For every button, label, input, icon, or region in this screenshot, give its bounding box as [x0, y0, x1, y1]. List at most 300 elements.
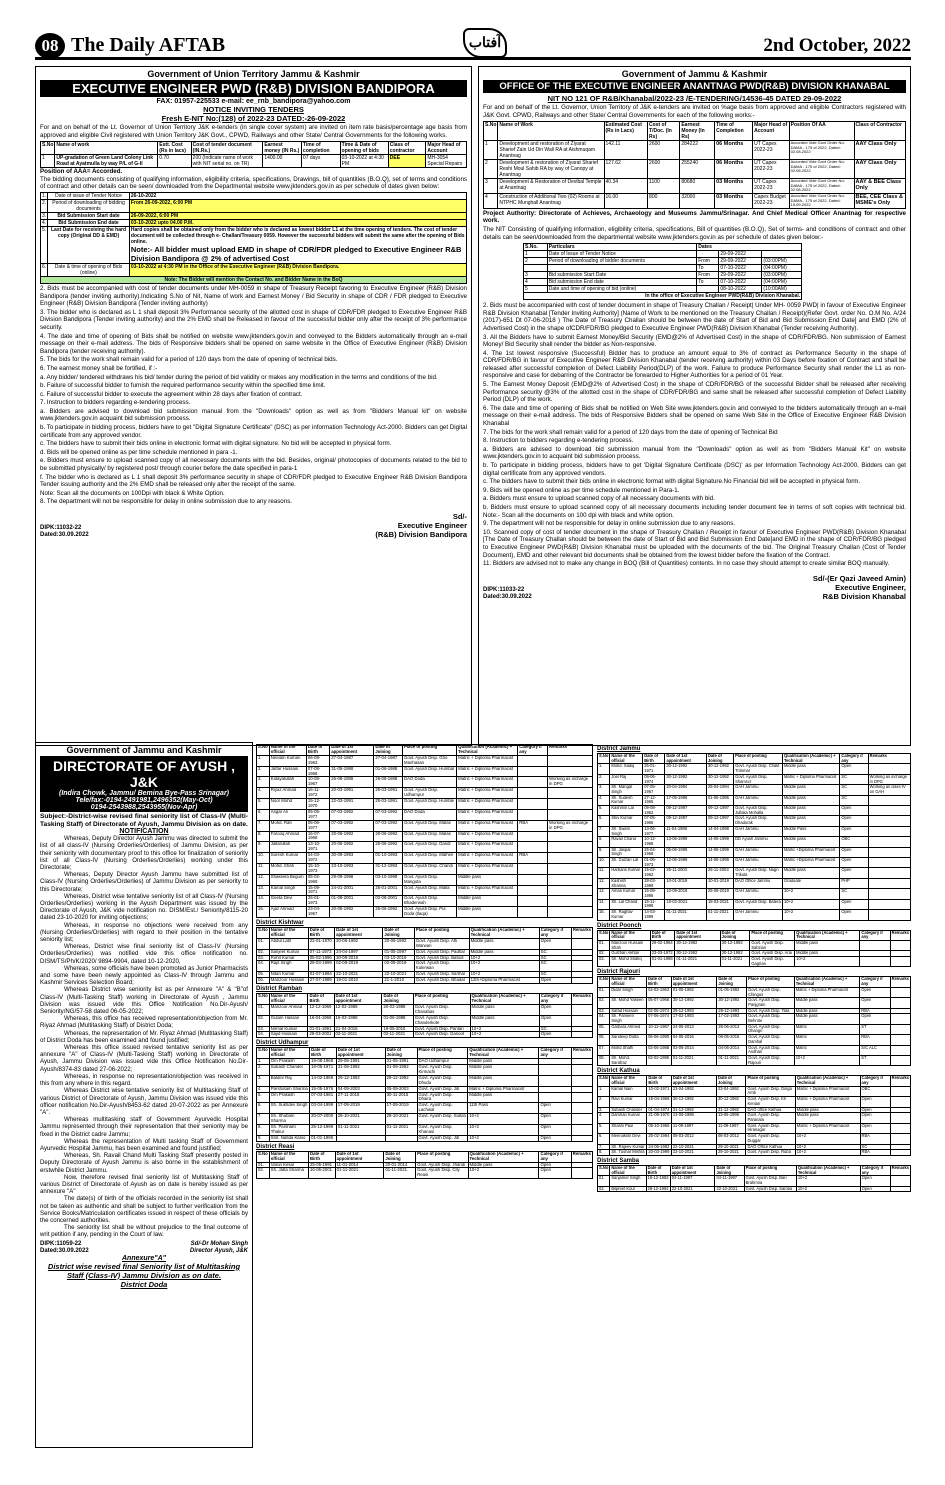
paragraph: c. The bidders have to submit their bids online in electronic format with digital Signature.No Financial bid will be accepted in physical form.	[483, 478, 861, 486]
table-header-cell: Earnest money (IN Rs.)	[263, 142, 302, 155]
table-cell: 10.	[598, 858, 610, 868]
table-cell: Matric + Diploma Pharmacist	[457, 766, 518, 777]
table-cell: 11-09-1997	[716, 1123, 745, 1133]
table-cell: 29-12-1993	[671, 1008, 717, 1014]
table-cell: RBA	[518, 853, 548, 864]
table-cell: Govt. Ayush Disp. Malheri	[403, 853, 457, 864]
table-cell: 25-02-1994	[647, 1134, 671, 1144]
seniority-table	[597, 1075, 911, 1156]
ayush-notification	[35, 742, 253, 1448]
table-cell	[548, 853, 593, 864]
table-cell: 4.	[42, 219, 47, 226]
table-row	[524, 265, 802, 272]
table-header-cell: S.No	[257, 994, 270, 1005]
table-cell: Matric + Diploma Pharmacist	[457, 885, 518, 896]
table-header-cell: Remarks	[571, 1048, 592, 1059]
table-cell: DAO Office Jammu	[734, 878, 783, 888]
table-cell: 13-06-1998	[671, 1113, 716, 1123]
paragraph: Whereas the representation of Multi tasking Staff of Government Ayurvedic Hospital Jammu, has been examined and found justified;	[40, 1137, 248, 1152]
table-cell: 09-12-1997	[665, 806, 707, 816]
table-header-cell: Date of 1st appointment	[335, 1151, 384, 1162]
table-header-row	[257, 928, 593, 939]
table-cell: PHP	[840, 878, 868, 888]
paragraph: The seniority list shall be without prejudice to the final outcome of writ petition if any, pending in the Court of law.	[40, 1224, 248, 1239]
table-cell: Govt. Ayush Disp. Sabzian	[750, 940, 795, 950]
table-cell: 14-06-1999	[706, 837, 733, 847]
table-header-cell: Place of posting	[744, 1165, 796, 1175]
tel-line-1: Tele/fax:-0194-2491981,2496352(May-Oct)	[40, 797, 248, 804]
table-cell: 13-06-1977	[643, 826, 665, 836]
table-cell: Parshotam Sharma	[270, 1085, 308, 1091]
table-cell: Open	[539, 1004, 571, 1015]
table-header-cell: Estimated Cost (Rs in Lacs)	[604, 122, 648, 141]
table-cell: 30-11-2015	[385, 1092, 417, 1103]
address-line: (Indira Chowk, Jammu/ Bemina Bye-Pass Srinagar)	[40, 790, 248, 797]
table-cell: Bid Submission End date	[48, 219, 130, 226]
table-cell: 23-04-1967	[306, 907, 329, 918]
table-cell: SC	[840, 785, 868, 795]
table-cell: 22-10-2021	[715, 1186, 744, 1192]
table-cell: 23-04-1992	[671, 1086, 716, 1096]
table-cell	[868, 826, 910, 836]
table-cell: Kashish Sharma	[610, 878, 643, 888]
table-cell: Govt. Ayush Disp. Batoot	[414, 955, 469, 961]
table-cell: Govt. Ayush Disp. Paranala	[746, 1113, 795, 1123]
table-header-cell: S.No	[484, 122, 498, 141]
table-header-cell: Date of 1st appointment	[665, 754, 707, 764]
table-row	[257, 788, 593, 799]
table-cell	[518, 907, 548, 918]
table-cell: 07-10-2022	[719, 265, 762, 272]
paragraph: Note: Scan all the documents on 100Dpi with black & White Option.	[40, 489, 225, 497]
table-cell: Harbans Kumar	[610, 868, 643, 878]
table-cell	[524, 265, 548, 272]
table-row	[524, 279, 802, 286]
table-cell: Om Prakash	[269, 1092, 309, 1103]
table-cell	[868, 878, 910, 888]
paragraph: f. The bidder who is declared as L 1 shall deposit 3% performance security in shape of CDR/FDR pledged to Executive Engineer R&B Division Bandipora Tender issuing authority and the 2% EMD shall be released only after the receipt of the same.	[40, 473, 467, 489]
signature-sd: Sd/-	[452, 512, 467, 521]
table-cell: Ajaz Ahmad	[269, 907, 306, 918]
table-header-cell: Remarks	[890, 1165, 910, 1175]
paragraph: Whereas, some officials have been promoted as Junior Pharmacists and some have been newly appointed as Class-IV through Jammu and Kashmir Services Selection Board;	[40, 964, 248, 987]
table-cell: SC	[860, 1144, 890, 1150]
table-header-cell: Category if any	[840, 754, 868, 764]
table-header-cell: Remarks	[571, 994, 592, 1005]
table-cell: 02-09-2019	[383, 961, 415, 972]
table-cell: 10-01-2019	[706, 878, 733, 888]
table-cell: 25-09-2019	[706, 889, 733, 899]
table-cell: Development & Restoration of Devibal Temple at Anantnag	[498, 179, 604, 194]
table-cell: 14-06-1999	[706, 847, 733, 857]
table-header-cell: Date of Joining	[384, 1151, 416, 1162]
table-row	[598, 1045, 911, 1055]
table-cell: 14-03-1999	[643, 910, 665, 920]
table-row	[524, 272, 802, 279]
table-row	[598, 816, 911, 826]
table-row	[257, 961, 593, 972]
table-cell	[890, 998, 910, 1008]
table-cell: 4.	[598, 795, 610, 805]
table-cell: RBA	[860, 1134, 890, 1144]
table-header-row	[257, 745, 593, 756]
table-cell: 05.	[257, 972, 270, 978]
table-header-cell: Name of the official	[610, 977, 647, 987]
table-cell: Govt. Ayush Disp. Tata	[747, 1008, 795, 1014]
table-cell	[548, 907, 593, 918]
table-cell: 30-12-1992	[675, 940, 720, 950]
table-cell: Middle pass	[795, 1107, 860, 1113]
district-title: District Udhampur	[256, 1040, 309, 1047]
table-header-row	[598, 754, 911, 764]
table-row	[257, 777, 593, 788]
table-cell: Middle pass	[468, 1162, 539, 1168]
table-header-cell: Date of Joining	[382, 994, 413, 1005]
table-cell: 28-12-1992	[647, 1185, 669, 1191]
table-cell: 27-04-1987	[330, 755, 374, 766]
signature-name: Sd/-Dr Mohan Singh	[190, 1240, 248, 1247]
table-cell: 05.	[598, 1024, 610, 1034]
paragraph: 3. The bidder who is declared as L 1 shall deposit 3% Performance security of the allotted cost in shape of CDR/FDR pledged to Executive Engineer R&B Division Bandipora (Tender inviting authority) and the 2% EMD shall be Released in favour of the successful bidder only after the receipt of 3% performance security.	[40, 308, 467, 331]
table-header-cell: Date of 1st appointment	[675, 930, 720, 940]
paragraph: The date(s) of birth of the officials recorded in the seniority list shall not be taken as authentic and shall be subject to further verification from the Service Books/Matriculation certificates issued in respect of these officials by the concerned authorities.	[40, 1195, 248, 1224]
table-cell: 26-10-2022	[129, 192, 466, 199]
table-cell	[547, 265, 696, 272]
table-row	[257, 1004, 593, 1015]
table-header-cell: Date of Joining	[715, 1165, 744, 1175]
table-row	[257, 907, 593, 918]
table-cell	[548, 885, 593, 896]
table-header-row	[41, 142, 467, 155]
table-cell: 13-10-1971	[306, 842, 329, 853]
table-cell: 17-05-1996	[665, 795, 707, 805]
table-cell: 17-02-1993	[671, 1014, 717, 1024]
table-cell: 01-11-2021	[665, 910, 707, 920]
table-cell: 12-06-1999	[665, 858, 707, 868]
table-cell: 30-12-1992	[706, 774, 733, 784]
table-header-cell: Qualification (Academic) + Technical	[795, 930, 860, 940]
table-cell: 01-01-1996	[310, 1135, 337, 1141]
table-header-cell: Qualification (Academic) + Technical	[457, 745, 518, 756]
table-cell: 20-06-1992	[374, 831, 403, 842]
table-cell: 07-08-1968	[306, 766, 329, 777]
table-header-cell: Remarks	[890, 1076, 910, 1086]
table-cell: Didar Singh	[610, 987, 647, 997]
table-cell	[890, 1134, 910, 1144]
table-cell: Sanjamer Singh	[610, 1176, 646, 1186]
paragraph: Whereas, this office has received representation/objection from Mr. Riyaz Ahmad (Multitasking Staff) of District Doda;	[40, 1015, 248, 1030]
table-header-row	[598, 930, 911, 940]
signature-office: R&B Division Khanabal	[822, 591, 906, 601]
table-row	[598, 837, 911, 847]
table-cell: Riyaz Ahmad	[269, 788, 306, 799]
gov-heading: Government of Union Territory Jammu & Kashmir	[147, 69, 360, 79]
table-cell: DAO Udhampur	[417, 1059, 468, 1065]
table-cell: 01-11-2021	[335, 1168, 384, 1179]
tender-notice-bandipora	[35, 66, 472, 746]
table-cell: Matric + Diploma Pharmacist	[457, 863, 518, 874]
table-cell: 10+2	[468, 1168, 539, 1179]
table-cell: Darshan Kumar	[610, 1113, 647, 1123]
table-header-row	[598, 1076, 911, 1086]
table-cell: Working as incharge in DPG	[868, 774, 910, 784]
table-cell: 5.	[598, 1123, 610, 1133]
table-header-row	[598, 977, 911, 987]
table-cell	[868, 816, 910, 826]
table-row	[598, 1024, 911, 1034]
table-cell: Govt. Ayush Disp. Bhaderwah	[403, 896, 457, 907]
table-cell: Middle pass	[470, 1004, 539, 1015]
table-header-cell: Qualification (Academic) + Technical	[470, 994, 539, 1005]
seniority-table	[597, 976, 911, 1066]
table-header-cell: Qualification (Academic) + Technical	[782, 754, 839, 764]
table-cell: Matric + Diploma Pharmacist	[457, 820, 518, 831]
table-cell: Rajit Singh	[269, 961, 308, 972]
table-cell: UT Capex 2022-23	[753, 179, 789, 194]
table-header-cell: Category if any	[860, 977, 890, 987]
table-row	[484, 193, 906, 208]
table-cell: Govt. Ayush Disp. Malla	[403, 885, 457, 896]
table-cell: 03-04-1999	[310, 1103, 337, 1114]
table-cell: Accorded Vide Govt Order No: DAMA - 175 of 2022, Dated: 15.09.2022	[789, 193, 854, 208]
masthead	[35, 34, 911, 60]
table-cell: 09-12-1997	[706, 816, 733, 826]
table-cell: 25-04-1994	[706, 785, 733, 795]
table-cell: Sh. Tushar Mishra	[610, 1150, 647, 1156]
works-table	[40, 141, 467, 168]
table-cell: 13.	[598, 889, 610, 899]
table-cell: Govt. Ayush Disp. Udhampur	[403, 788, 457, 799]
table-cell: 29-09-2022	[719, 258, 762, 265]
table-row	[41, 199, 467, 212]
table-header-cell: Remarks	[890, 977, 910, 987]
table-cell: Open	[840, 847, 868, 857]
table-cell: Smt. Nafida Kaloo	[269, 1135, 309, 1141]
table-row	[598, 1176, 911, 1186]
table-cell: Open	[539, 1125, 571, 1136]
table-cell: Sh. Lal Chand	[610, 899, 643, 909]
table-cell: 06 Months	[715, 160, 753, 179]
table-row	[257, 820, 593, 831]
table-cell: Matric	[794, 1045, 860, 1055]
table-cell	[518, 766, 548, 777]
table-cell: Middle pass	[468, 1059, 539, 1065]
table-row	[257, 1125, 593, 1136]
office-banner: DIRECTORATE OF AYUSH , J&K	[40, 756, 248, 790]
table-cell: 01-05-1997	[383, 949, 415, 955]
table-cell: Govt. Ayush Disp. Ruba	[746, 1150, 795, 1156]
paragraph: 5. The Earnest Money Deposit (EMD@2% of Advertised Cost) in the shape of CDR/FDR/BG of the successful Bidder shall be released after receiving Performance security @3% of the allotted cost in the shape of CDR/FDR/BG and same shall be released after successful completion of Defect Liability Period (DLP) of the work.	[483, 381, 906, 404]
table-header-cell: Date of Joining	[385, 1048, 417, 1059]
table-cell: 15-10-1973	[306, 863, 329, 874]
table-cell: 6.	[257, 809, 270, 820]
paragraph: c. Failure of successful bidder to execute the agreement within 28 days after fixation of contract.	[40, 390, 303, 398]
table-cell	[518, 799, 548, 810]
table-header-cell: Date of Joining	[716, 1076, 745, 1086]
table-cell: 10+2	[469, 961, 539, 972]
table-header-cell: Category if any	[518, 745, 548, 756]
table-row	[257, 1103, 593, 1114]
table-cell: 29-09-2022	[719, 251, 762, 258]
table-cell: Safad Hussain	[610, 1008, 647, 1014]
table-cell: Open	[860, 1014, 890, 1024]
table-cell: 02.	[257, 1168, 270, 1179]
table-cell	[518, 874, 548, 885]
annexure-title: District wise revised final Seniority list of Multitasking Staff (Class-IV) Jammu Division as on date.	[47, 1261, 241, 1280]
schedule-footer: In the office of Executive Engineer PWD(R&B) Division Khanabal.	[524, 293, 802, 300]
table-cell: 20-03-1991	[330, 788, 374, 799]
table-cell: 03.	[598, 957, 610, 967]
table-cell: Joel Raj	[610, 774, 643, 784]
table-cell: 5.	[257, 799, 270, 810]
table-cell: 04.	[598, 1014, 610, 1024]
table-header-cell: Date of Birth	[646, 1165, 670, 1175]
table-cell: UT Capex 2022-23	[753, 141, 789, 160]
table-cell: 30-12-1992	[671, 998, 717, 1008]
table-cell: Open	[840, 899, 868, 909]
table-cell: 15-04-1968	[647, 1097, 671, 1107]
table-cell: 25-06-1992	[374, 907, 403, 918]
paragraph: 6. The earnest money shall be fortified, if :-	[40, 364, 158, 372]
table-cell: Manzoor Hussain	[269, 978, 308, 984]
table-row: 6. Date & time of opening of Bids (online) 03-10-2022 at 4:30 PM in the Office of the Executive Engineer (R&B) Division Bandipora.	[41, 263, 467, 276]
table-cell: 800	[648, 193, 680, 208]
table-cell: Mohd Shaffi	[610, 1045, 647, 1055]
table-cell: Sh. Parveen Singh	[610, 1014, 647, 1024]
table-header-cell: Place of posting	[403, 745, 457, 756]
table-cell: Govt. Ayush Disp. Dhudu	[417, 1075, 468, 1086]
table-cell: 80680	[680, 179, 715, 194]
table-cell	[548, 896, 593, 907]
table-cell: 03-10-2019	[383, 955, 415, 961]
table-cell: 27-12-1966	[643, 795, 665, 805]
table-row	[598, 940, 911, 950]
table-cell: Noor Mohd	[269, 799, 306, 810]
table-cell: 09-08-1962	[643, 806, 665, 816]
table-cell: SC	[840, 795, 868, 805]
table-cell: 21-09-1970	[647, 1113, 671, 1123]
table-cell: SC	[539, 949, 571, 955]
table-row	[257, 831, 593, 842]
table-row	[524, 286, 802, 293]
table-cell: 07-06-1974	[647, 1014, 672, 1024]
table-cell: Govt. Ayush Disp. Panjgrain	[747, 998, 795, 1008]
table-header-cell: Time of completion	[301, 142, 340, 155]
table-cell: 01-05-1992	[671, 987, 717, 997]
table-cell: 1.	[598, 1086, 610, 1096]
paragraph: 4. The date and time of opening of Bids shall be notified on website www.jktenders.gov.in and conveyed to the Bidders automatically through an e-mail message on their e-mail address. The bids of Responsive bidders shall be opened on same website in the Office of Executive Engineer (R&B) Division Bandipora (tender receiving authority).	[40, 332, 467, 355]
table-cell: Matric + Diploma Pharmacist	[457, 842, 518, 853]
table-row	[41, 219, 467, 226]
table-cell: 5	[524, 286, 548, 293]
table-cell: (04:00PM)	[762, 279, 802, 286]
table-header-cell: Name of the official	[269, 1048, 309, 1059]
table-cell	[860, 940, 890, 950]
table-cell: 06 Months	[715, 141, 753, 160]
table-cell: Sh. Gulzari Lal	[610, 858, 643, 868]
table-cell: Middle pass	[457, 874, 518, 885]
table-row	[257, 896, 593, 907]
table-cell	[890, 1045, 910, 1055]
table-header-cell: Date of Joining	[717, 977, 747, 987]
table-cell: 02-03-1963	[647, 987, 672, 997]
table-header-cell: Qualification (Academic) + Technical	[795, 1076, 860, 1086]
table-cell: Matric	[794, 1035, 860, 1045]
table-cell: Om Prakash	[269, 1059, 309, 1065]
table-cell: Subash Chander	[610, 1107, 647, 1113]
table-cell	[571, 1114, 592, 1125]
schedule-label: Last Date for receiving the hard copy (Original DD & EMD)	[48, 226, 130, 263]
table-cell: 3	[524, 272, 548, 279]
table-row	[598, 858, 911, 868]
table-cell: 25-03-1991	[374, 788, 403, 799]
table-cell	[571, 1015, 592, 1026]
table-header-cell: S.No	[598, 1076, 610, 1086]
table-cell: 05-02-1996	[308, 955, 334, 961]
table-cell: 6.	[257, 1103, 270, 1114]
table-cell: UP-gradation of Green Land Colony Link Road at Ayatmulla by way P/L of G-II	[55, 155, 158, 168]
table-cell: Govt. Ayush Disp. Batera	[734, 899, 783, 909]
table-cell: 7.	[257, 820, 270, 831]
table-header-cell: Category if any	[539, 1048, 571, 1059]
district-title: District Samba	[597, 1157, 640, 1164]
table-cell	[548, 863, 593, 874]
table-cell: 255240	[680, 160, 715, 179]
paragraph: b. To participate in bidding process, bidders have to get "Digital Signature Certificate" (DSC) as per information Technology Act-2000. Bidders can get Digital certificate from any approved vendor.	[40, 424, 467, 439]
table-row	[598, 998, 911, 1008]
table-header-cell: S.No	[41, 142, 55, 155]
table-row	[257, 799, 593, 810]
table-cell: 29-12-1993	[717, 1008, 747, 1014]
table-header-cell: Remarks	[571, 928, 592, 939]
table-cell: 13.	[257, 885, 270, 896]
table-cell: 4.	[257, 1086, 270, 1092]
table-cell: RBA	[860, 1008, 890, 1014]
table-cell: 08-03-2012	[716, 1134, 745, 1144]
table-header-cell: Name of the official	[610, 754, 643, 764]
table-cell: Sh. Parshant Thakur	[269, 1125, 309, 1136]
table-header-cell: Name of the official	[269, 994, 308, 1005]
table-header-cell: Particulars	[547, 244, 696, 251]
table-cell	[868, 764, 910, 774]
table-cell: Aman Kumar	[610, 889, 643, 899]
table-cell: Govt. Ayush Disp. Gho Manhasan	[403, 755, 457, 766]
table-cell: GAH Jammu	[734, 889, 783, 899]
table-header-cell: Remarks	[548, 745, 593, 756]
table-cell: 01-08-2001	[330, 896, 374, 907]
table-header-row	[598, 1165, 911, 1175]
table-cell: 01-10-1993	[374, 853, 403, 864]
table-cell: Open	[860, 1107, 890, 1113]
table-cell: 22-10-2021	[671, 1144, 716, 1150]
district-title: District Kishtwar	[256, 920, 304, 926]
table-cell: Bid submission End date	[547, 279, 696, 286]
table-cell: 10+2	[469, 972, 539, 978]
table-cell: 12-12-1969	[308, 1004, 334, 1015]
table-cell: Open	[860, 987, 890, 997]
table-cell	[890, 1150, 910, 1156]
table-cell: 07 days	[301, 155, 340, 168]
table-cell: Baldev Raj	[269, 1075, 309, 1086]
table-cell: Govt. Ayush Disp. Arai	[750, 951, 795, 957]
paragraph: 4. The 1st lowest responsive (Successful) Bidder has to produce an amount equal to 3% of contract as Performance Security in the shape of CDR/FDR/BG in favour of Executive Engineer R&B Division Khanabal (tender receiving authority) within 03 Days before fixation of Contract and shall be released after successful completion of Defect Liability Period(DLP) of the work. Failure to produce Performance Security shall render the L1 as non-responsive and case for debarring of the Contractor be forwarded to Higher Authorities for a period of 01 Year.	[483, 349, 906, 380]
table-cell: GAH Jammu	[734, 858, 783, 868]
table-row	[598, 1113, 911, 1123]
dated: Dated:30.09.2022	[40, 1247, 89, 1254]
table-cell: 25-04-1968	[643, 847, 665, 857]
table-cell: Matric + Diploma Pharmacist	[795, 1086, 860, 1096]
table-cell: Middle pass	[795, 951, 860, 957]
